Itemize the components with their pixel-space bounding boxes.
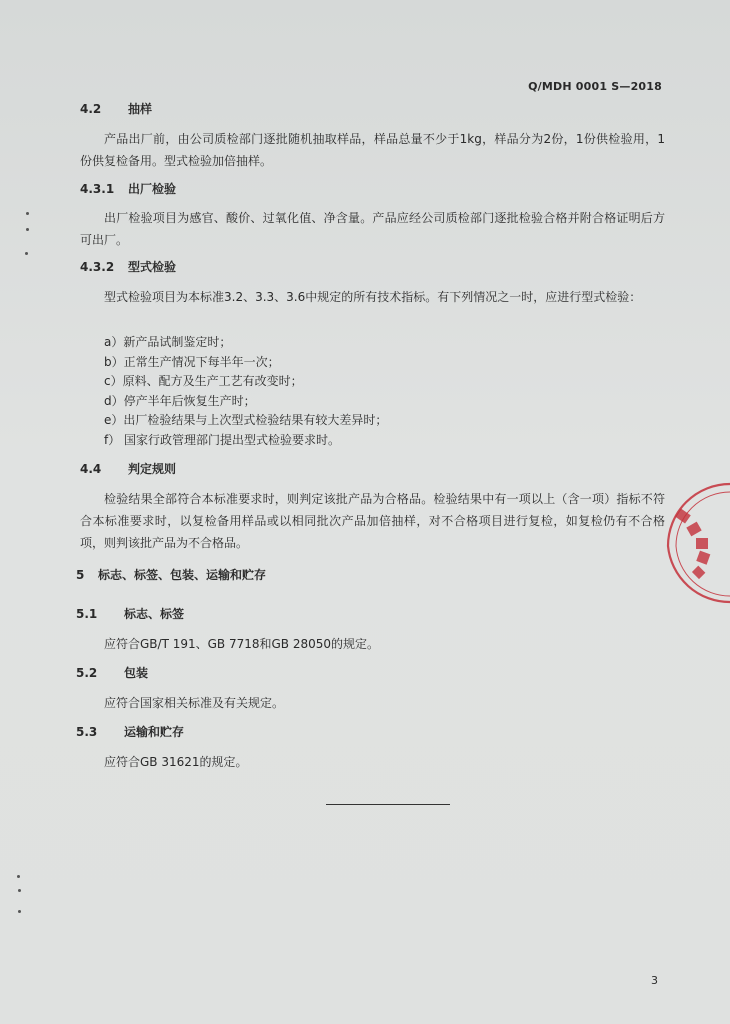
list-item: d）停产半年后恢复生产时； [104,393,256,408]
section-title: 标志、标签、包装、运输和贮存 [98,568,267,582]
page-number: 3 [651,974,658,987]
section-number: 4.3.2 [80,260,115,274]
section-title: 标志、标签 [124,607,185,621]
section-body-5-2: 应符合国家相关标准及有关规定。 [104,696,285,710]
section-body-5-3: 应符合GB 31621的规定。 [104,755,248,769]
section-body-4-3-2: 型式检验项目为本标准3.2、3.3、3.6中规定的所有技术指标。有下列情况之一时，应进行型式检验： [104,290,642,304]
list-item: b）正常生产情况下每半年一次； [104,354,280,369]
list-item: a）新产品试制鉴定时； [104,335,232,349]
section-number: 5.2 [76,666,98,680]
section-number: 5 [76,568,85,582]
section-number: 4.3.1 [80,182,115,196]
scan-speck [25,252,28,255]
section-heading-4-3-2 [80,258,176,275]
section-title: 判定规则 [128,462,177,476]
official-stamp [658,480,730,606]
condition-list [104,333,387,450]
list-item: f） 国家行政管理部门提出型式检验要求时。 [104,432,341,447]
section-heading-4-3-1 [80,180,176,197]
section-body-4-3-1: 出厂检验项目为感官、酸价、过氧化值、净含量。产品应经公司质检部门逐批检验合格并附合格证明后方可出厂。 [80,211,665,247]
list-item: c）原料、配方及生产工艺有改变时； [104,374,303,388]
scan-speck [26,212,29,215]
section-title: 包装 [124,666,149,680]
section-number: 4.2 [80,102,102,116]
document-id: Q/MDH 0001 S—2018 [528,80,662,93]
section-heading-4-4 [80,460,176,477]
section-body-4-4: 检验结果全部符合本标准要求时，则判定该批产品为合格品。检验结果中有一项以上（含一项）指标不符合本标准要求时，以复检备用样品或以相同批次产品加倍抽样，对不合格项目进行复检，如复检仍有不合格项，则判该批产品为不合格品。 [80,492,665,550]
section-body-5-1: 应符合GB/T 191、GB 7718和GB 28050的规定。 [104,637,380,651]
scan-speck [18,889,21,892]
section-heading-5-3 [76,723,184,740]
section-heading-5-2 [76,664,148,681]
section-number: 5.1 [76,607,98,621]
scan-speck [18,910,21,913]
section-title: 运输和贮存 [124,725,185,739]
section-body-4-2: 产品出厂前，由公司质检部门逐批随机抽取样品，样品总量不少于1kg，样品分为2份，1份供检验用，1份供复检备用。型式检验加倍抽样。 [80,132,665,168]
section-heading-4-2 [80,100,152,117]
section-number: 4.4 [80,462,102,476]
section-title: 抽样 [128,102,153,116]
section-heading-5 [76,566,266,583]
scan-speck [26,228,29,231]
section-number: 5.3 [76,725,98,739]
section-title: 型式检验 [128,260,177,274]
section-heading-5-1 [76,605,184,622]
list-item: e）出厂检验结果与上次型式检验结果有较大差异时； [104,413,388,427]
section-title: 出厂检验 [128,182,177,196]
end-divider [326,804,450,805]
scan-speck [17,875,20,878]
